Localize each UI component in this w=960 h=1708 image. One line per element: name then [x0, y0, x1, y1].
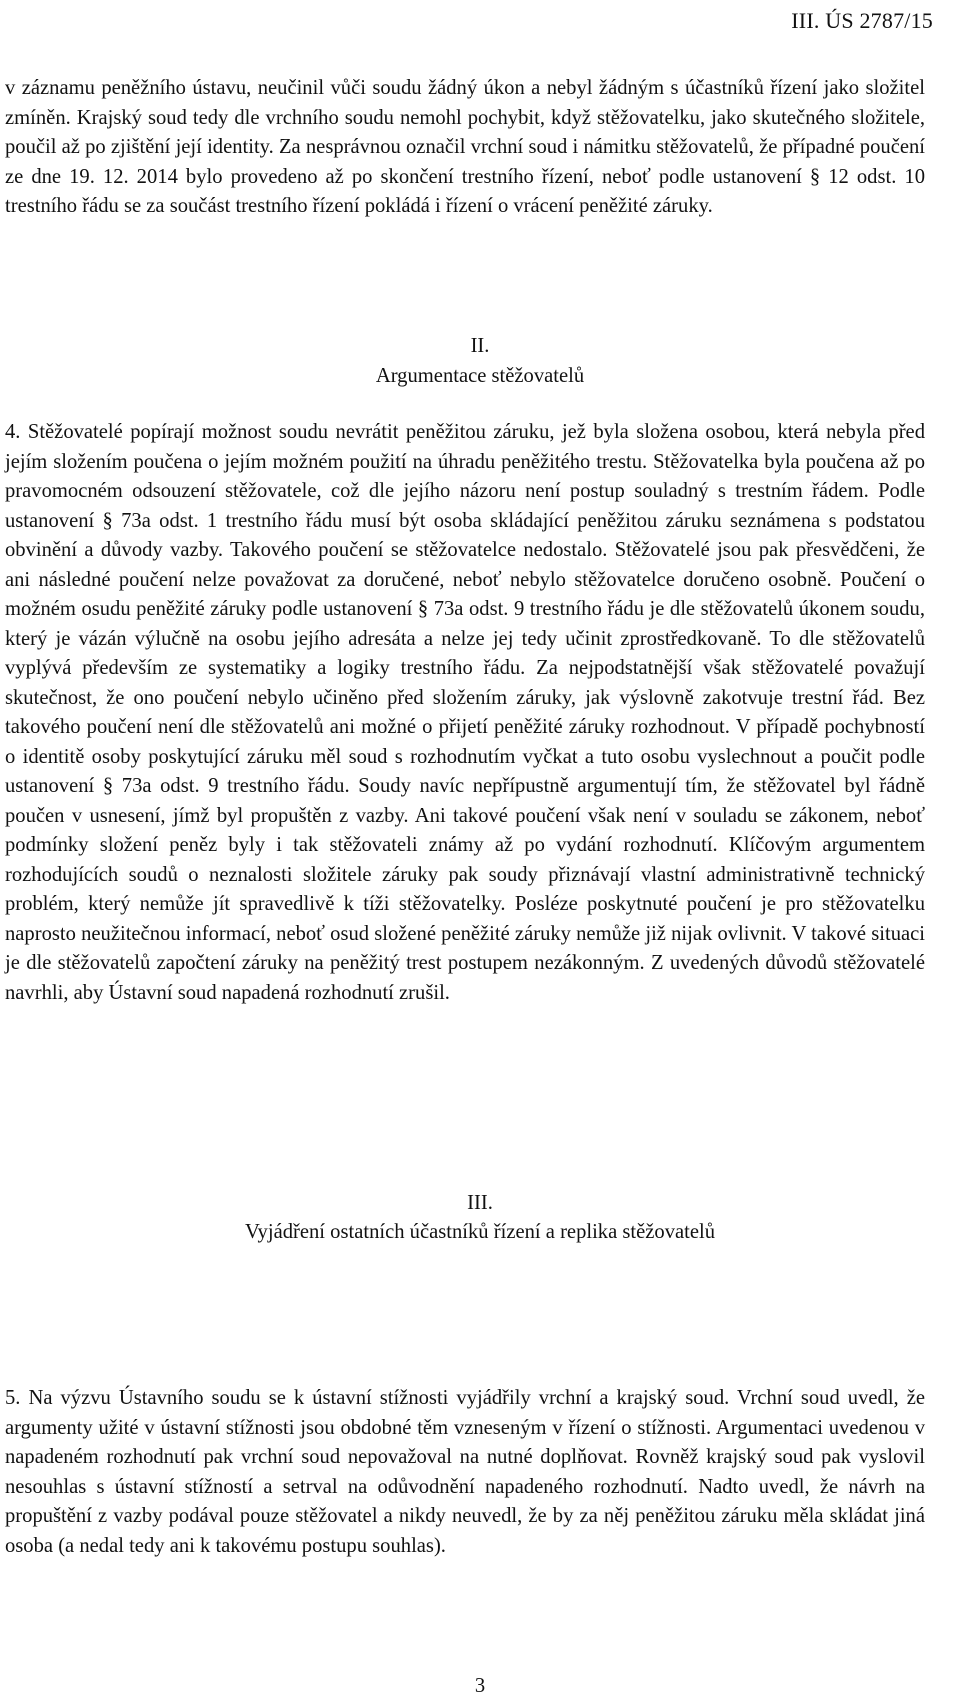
page-number: 3: [474, 1675, 486, 1697]
paragraph-5: 5. Na výzvu Ústavního soudu se k ústavní stížnosti vyjádřily vrchní a krajský soud. Vrchní soud uvedl, že argumenty užité v ústavní stížnosti jsou obdobné těm vzneseným v řízení o stížnosti. Argumentaci uvedenou v napadeném rozhodnutí pak vrchní soud nepovažoval na nutné doplňovat. Rovněž krajský soud pak vyslovil nesouhlas s ústavní stížností a setrval na odůvodnění napadeného rozhodnutí. Nadto uvedl, že návrh na propuštění z vazby podával pouze stěžovatel a nikdy neuvedl, že by za něj peněžitou záruku měla skládat jiná osoba (a nedal tedy ani k takovému postupu souhlas).: [5, 1387, 925, 1557]
paragraph-4: 4. Stěžovatelé popírají možnost soudu nevrátit peněžitou záruku, jež byla složena osobou, která nebyla před jejím složením poučena o jejím možném použití na úhradu peněžitého trestu. Stěžovatelka byla poučena až po pravomocném odsouzení stěžovatele, což dle jejího názoru není postup souladný s trestním řádem. Podle ustanovení § 73a odst. 1 trestního řádu musí být osoba skládající peněžitou záruku seznámena s podstatou obvinění a důvody vazby. Takového poučení se stěžovatelce nedostalo. Stěžovatelé jsou pak přesvědčeni, že ani následné poučení nelze považovat za doručené, neboť nebylo stěžovatelce doručeno osobně. Poučení o možném osudu peněžité záruky podle ustanovení § 73a odst. 9 trestního řádu je dle stěžovatelů úkonem soudu, který je vázán výlučně na osobu jejího adresáta a nelze jej tedy učinit zprostředkovaně. To dle stěžovatelů vyplývá především ze systematiky a logiky trestního řádu. Za nejpodstatnější však stěžovatelé považují skutečnost, že ono poučení nebylo učiněno před složením záruky, jak výslovně zakotvuje trestní řád. Bez takového poučení není dle stěžovatelů ani možné o přijetí peněžité záruky rozhodnout. V případě pochybností o identitě osoby poskytující záruku měl soud s rozhodnutím vyčkat a tuto osobu vyslechnout a poučit podle ustanovení § 73a odst. 9 trestního řádu. Soudy navíc nepřípustně argumentují tím, že stěžovatel byl řádně poučen v usnesení, jímž byl propuštěn z vazby. Ani takové poučení však není v souladu se zákonem, neboť podmínky složení peněz byly i tak stěžovateli známy až po vydání rozhodnutí. Klíčovým argumentem rozhodujících soudů o neznalosti složitele záruky pak soudy přiznávají vlastní administrativně technický problém, který nemůže jít spravedlivě k tíži stěžovatelky. Posléze poskytnuté poučení je pro stěžovatelku naprosto neužitečnou informací, neboť osud složené peněžité záruky nemůže již nijak ovlivnit. V takové situaci je dle stěžovatelů započtení záruky na peněžitý trest postupem nezákonným. Z uvedených důvodů stěžovatelé navrhli, aby Ústavní soud napadená rozhodnutí zrušil.: [5, 421, 925, 1004]
section-title-vyjadreni: Vyjádření ostatních účastníků řízení a replika stěžovatelů: [244, 1221, 716, 1243]
section-number-ii: II.: [470, 335, 490, 357]
section-title-argumentace: Argumentace stěžovatelů: [375, 365, 585, 387]
section-number-iii: III.: [467, 1192, 493, 1214]
case-number-header: III. ÚS 2787/15: [791, 8, 933, 33]
paragraph-continuation: v záznamu peněžního ústavu, neučinil vůči soudu žádný úkon a nebyl žádným s účastníků řízení jako složitel zmíněn. Krajský soud tedy dle vrchního soudu nemohl pochybit, když stěžovatelku, jako skutečného složitele, poučil až po zjištění její identity. Za nesprávnou označil vrchní soud i námitku stěžovatelů, že případné poučení ze dne 19. 12. 2014 bylo provedeno až po skončení trestního řízení, neboť podle ustanovení § 12 odst. 10 trestního řádu se za součást trestního řízení pokládá i řízení o vrácení peněžité záruky.: [5, 77, 925, 217]
